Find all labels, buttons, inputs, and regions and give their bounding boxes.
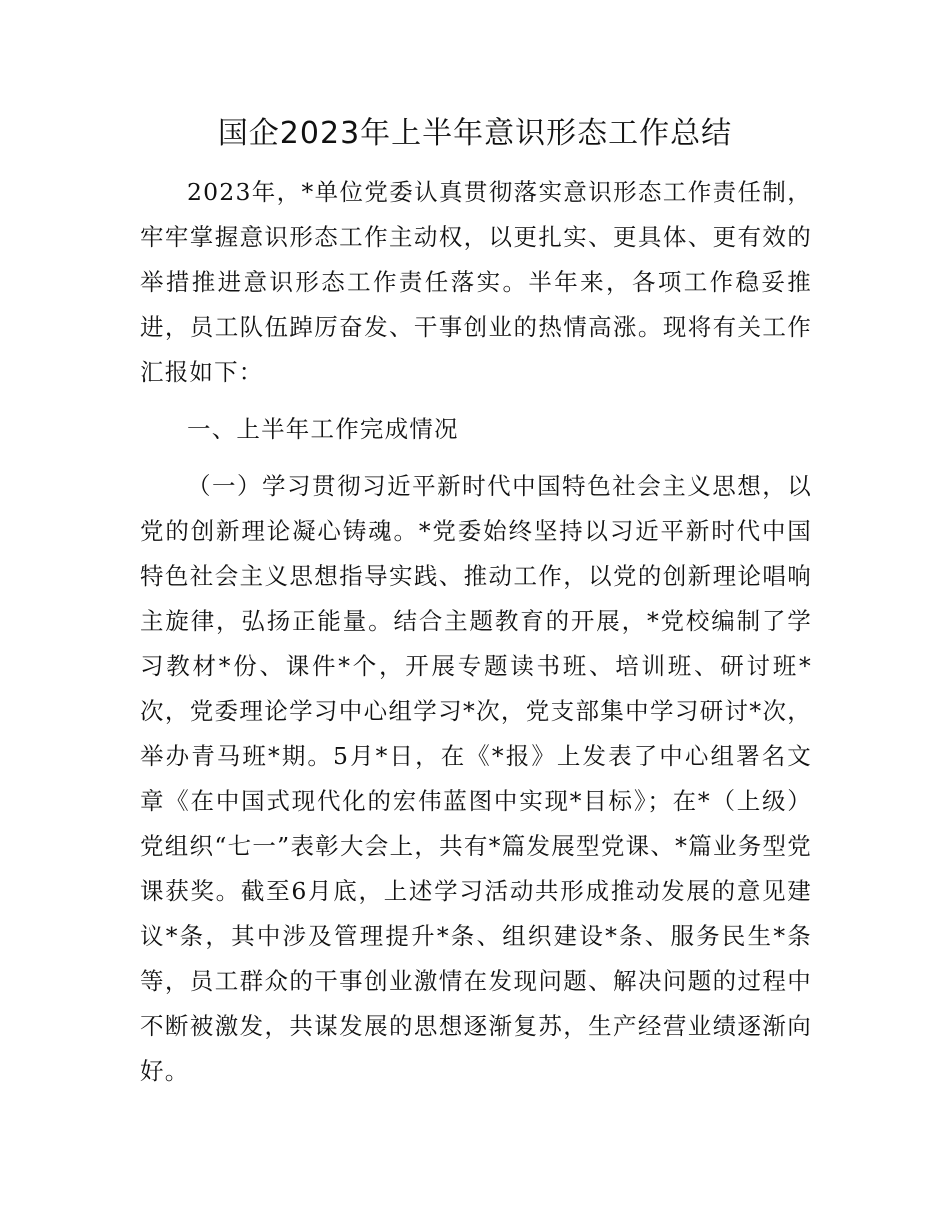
intro-paragraph: 2023年，*单位党委认真贯彻落实意识形态工作责任制，牢牢掌握意识形态工作主动权，以更扎实、更具体、更有效的举措推进意识形态工作责任落实。半年来，各项工作稳妥推进，员工队伍踔厉奋发、干事创业的热情高涨。现将有关工作汇报如下：	[140, 178, 812, 386]
section-item-paragraph: （一）学习贯彻习近平新时代中国特色社会主义思想，以党的创新理论凝心铸魂。*党委始终坚持以习近平新时代中国特色社会主义思想指导实践、推动工作，以党的创新理论唱响主旋律，弘扬正能量。结合主题教育的开展，*党校编制了学习教材*份、课件*个，开展专题读书班、培训班、研讨班*次，党委理论学习中心组学习*次，党支部集中学习研讨*次，举办青马班*期。5月*日，在《*报》上发表了中心组署名文章《在中国式现代化的宏伟蓝图中实现*目标》；在*（上级）党组织“七一”表彰大会上，共有*篇发展型党课、*篇业务型党课获奖。截至6月底，上述学习活动共形成推动发展的意见建议*条，其中涉及管理提升*条、组织建设*条、服务民生*条等，员工群众的干事创业激情在发现问题、解决问题的过程中不断被激发，共谋发展的思想逐渐复苏，生产经营业绩逐渐向好。	[140, 472, 812, 1085]
section-heading: 一、上半年工作完成情况	[187, 415, 459, 443]
document-body	[140, 170, 812, 1106]
document-title: 国企2023年上半年意识形态工作总结	[217, 116, 733, 151]
